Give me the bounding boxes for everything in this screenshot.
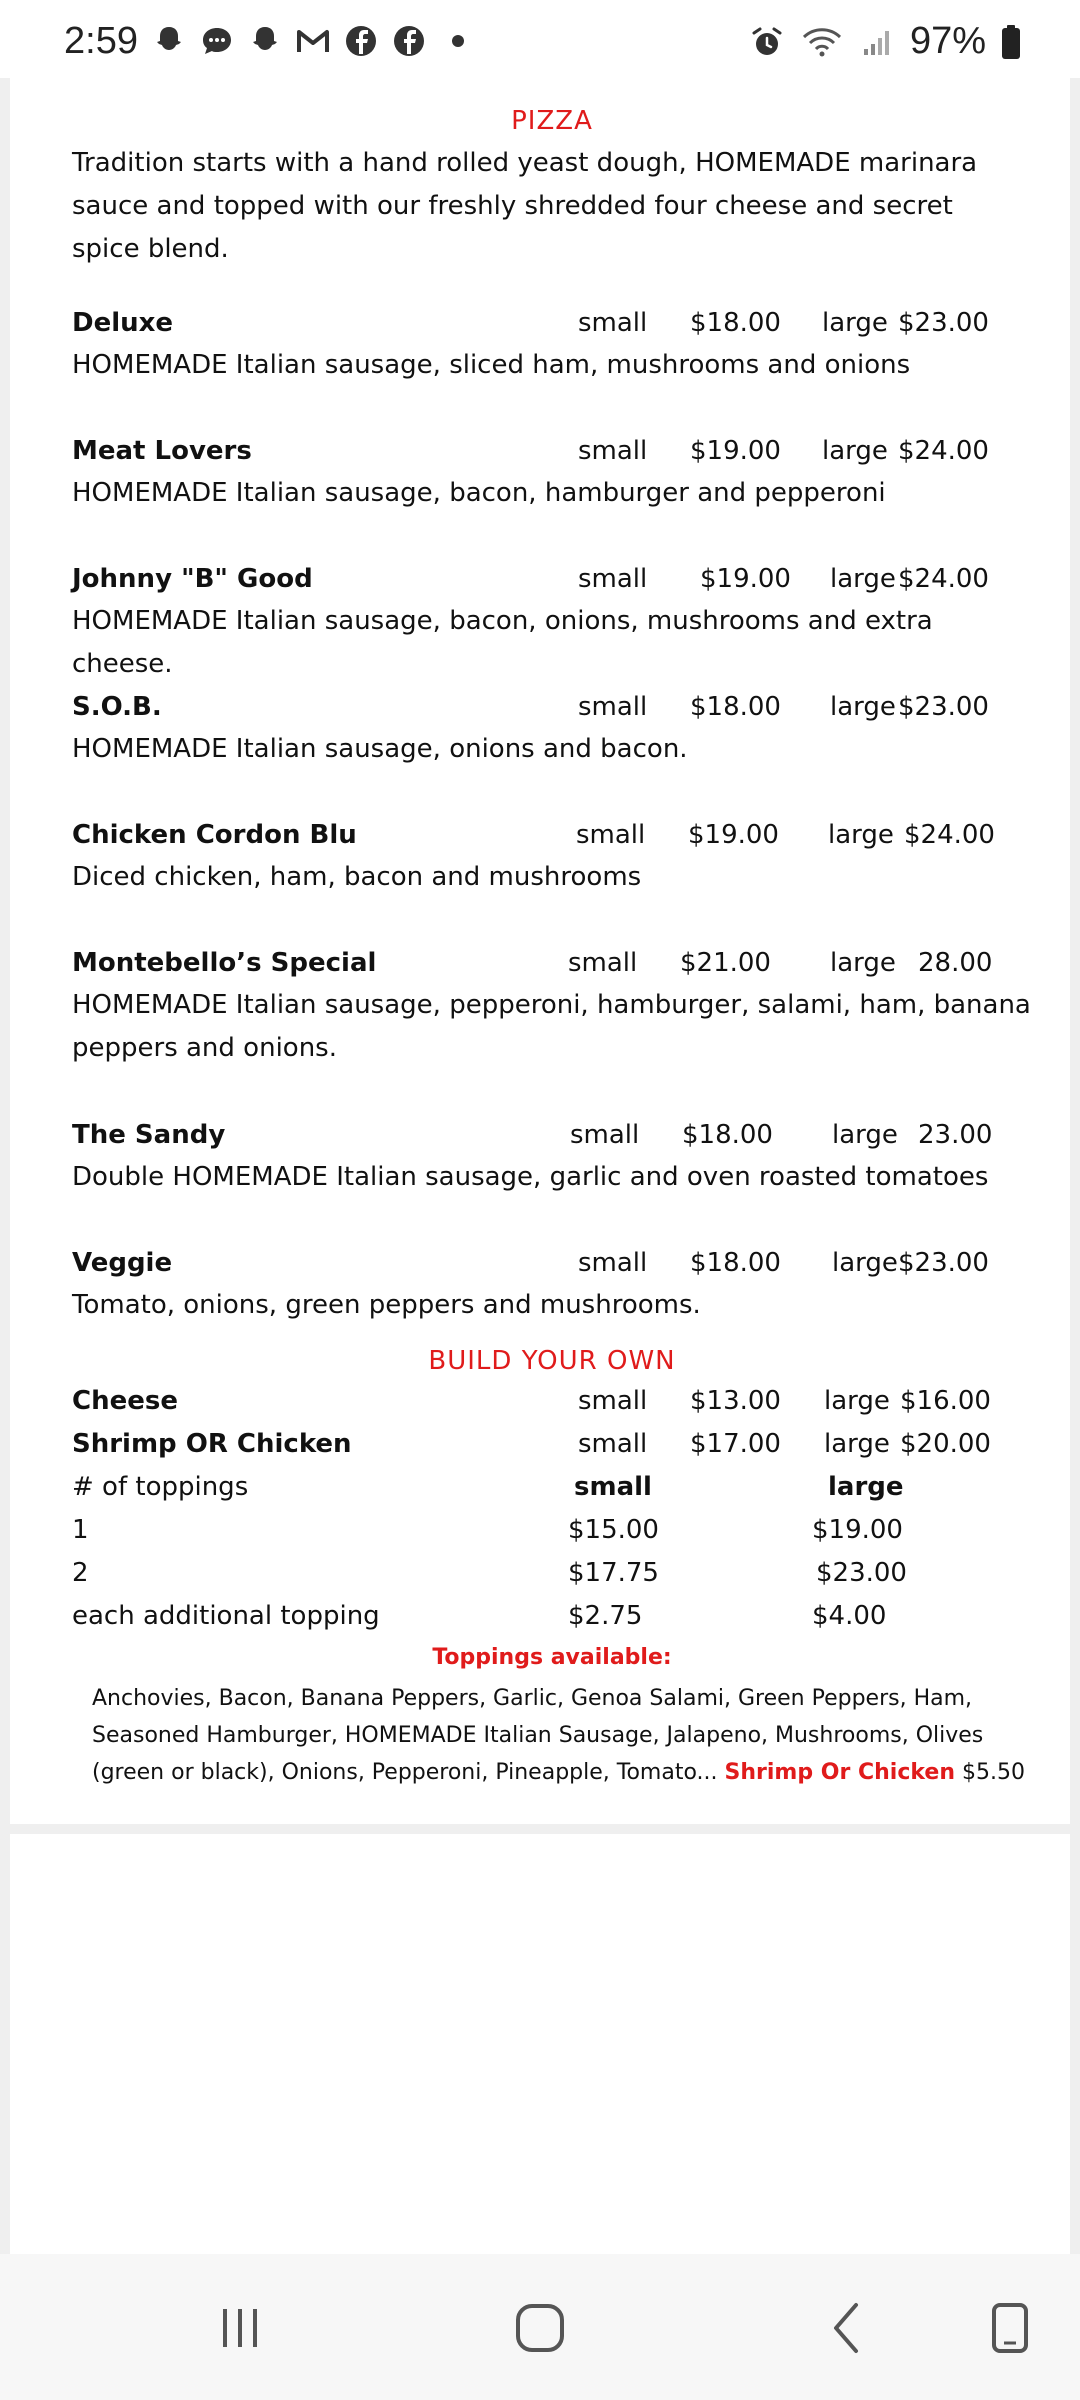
- pizza-small-label: small: [578, 692, 648, 722]
- byo-large-price: $20.00: [900, 1429, 991, 1459]
- status-time: 2:59: [64, 20, 138, 62]
- pizza-item-header: [72, 308, 1032, 348]
- messages-icon: [198, 22, 236, 60]
- pizza-item-header: [72, 1120, 1032, 1160]
- toppings-list-text: Anchovies, Bacon, Banana Peppers, Garlic, Genoa Salami, Green Peppers, Ham, Seasoned Hamburger, HOMEMADE Italian Sausage, Jalapeno, Mushrooms, Olives (green or black), Onions, Pepperoni, Pineapple, Tomato...: [92, 1686, 984, 1785]
- alarm-icon: [748, 23, 786, 61]
- pizza-small-label: small: [578, 564, 648, 594]
- pizza-large-label: large: [822, 436, 888, 466]
- pizza-item-header: [72, 820, 1032, 860]
- build-your-own-title: BUILD YOUR OWN: [428, 1346, 676, 1376]
- pizza-small-price: $19.00: [688, 820, 779, 850]
- notification-icons: [150, 22, 464, 60]
- pizza-large-label: large: [832, 1120, 898, 1150]
- byo-item-name: Cheese: [72, 1386, 178, 1416]
- pizza-small-price: $18.00: [690, 692, 781, 722]
- byo-item: [72, 1386, 1032, 1426]
- toppings-row-small: $2.75: [568, 1601, 643, 1631]
- pizza-item-description: HOMEMADE Italian sausage, bacon, onions, mushrooms and extra cheese.: [72, 606, 933, 679]
- pizza-item-name: The Sandy: [72, 1120, 226, 1150]
- signal-icon: [858, 23, 896, 61]
- pizza-intro: Tradition starts with a hand rolled yeast dough, HOMEMADE marinara sauce and topped with our freshly shredded four cheese and secret spice blend.: [72, 148, 978, 264]
- battery-percent: 97%: [909, 20, 986, 62]
- back-icon[interactable]: [816, 2298, 876, 2358]
- pizza-large-label: large: [822, 308, 888, 338]
- system-navigation-bar: [0, 2254, 1080, 2400]
- pizza-title: PIZZA: [511, 106, 593, 136]
- pizza-small-label: small: [576, 820, 646, 850]
- toppings-row: [72, 1558, 1032, 1598]
- home-icon[interactable]: [510, 2298, 570, 2358]
- pizza-item-header: [72, 692, 1032, 732]
- pizza-large-label: large: [830, 948, 896, 978]
- pizza-large-price: $23.00: [898, 692, 989, 722]
- toppings-row-large: $23.00: [816, 1558, 907, 1588]
- pizza-small-label: small: [570, 1120, 640, 1150]
- pizza-small-price: $18.00: [682, 1120, 773, 1150]
- pizza-small-price: $21.00: [680, 948, 771, 978]
- byo-large-label: large: [824, 1386, 890, 1416]
- pizza-small-price: $18.00: [690, 1248, 781, 1278]
- pizza-item-name: Montebello’s Special: [72, 948, 377, 978]
- toppings-row: [72, 1515, 1032, 1555]
- pizza-large-price: $23.00: [898, 308, 989, 338]
- pizza-small-label: small: [578, 308, 648, 338]
- byo-item: [72, 1429, 1032, 1469]
- byo-large-price: $16.00: [900, 1386, 991, 1416]
- pizza-item-description: HOMEMADE Italian sausage, onions and bacon.: [72, 734, 688, 764]
- toppings-row-label: each additional topping: [72, 1601, 380, 1631]
- shrimp-chicken-topping-label: Shrimp Or Chicken: [724, 1760, 955, 1785]
- pizza-small-label: small: [578, 436, 648, 466]
- pizza-small-price: $19.00: [690, 436, 781, 466]
- byo-item-name: Shrimp OR Chicken: [72, 1429, 352, 1459]
- byo-large-label: large: [824, 1429, 890, 1459]
- pizza-item-header: [72, 564, 1032, 604]
- pizza-large-price: $24.00: [898, 436, 989, 466]
- facebook-icon: [390, 22, 428, 60]
- screenshot-icon[interactable]: [980, 2298, 1040, 2358]
- pizza-item-name: Deluxe: [72, 308, 174, 338]
- shrimp-chicken-topping-price: $5.50: [961, 1760, 1025, 1785]
- wifi-icon: [800, 23, 844, 61]
- recent-apps-icon[interactable]: [210, 2298, 270, 2358]
- pizza-large-price: 23.00: [918, 1120, 993, 1150]
- pizza-large-price: 28.00: [918, 948, 993, 978]
- pizza-item-description: Tomato, onions, green peppers and mushrooms.: [72, 1290, 701, 1320]
- pizza-large-label: large: [828, 820, 894, 850]
- pizza-small-label: small: [578, 1248, 648, 1278]
- snapchat-icon: [246, 22, 284, 60]
- pizza-large-price: $23.00: [898, 1248, 989, 1278]
- toppings-table-header: [72, 1472, 1032, 1512]
- toppings-count-header: # of toppings: [72, 1472, 249, 1502]
- status-bar: [0, 0, 1080, 78]
- pizza-item-description: HOMEMADE Italian sausage, bacon, hamburger and pepperoni: [72, 478, 886, 508]
- toppings-row-small: $17.75: [568, 1558, 659, 1588]
- toppings-row-large: $19.00: [812, 1515, 903, 1545]
- byo-small-label: small: [578, 1386, 648, 1416]
- pizza-item-header: [72, 1248, 1032, 1288]
- pizza-small-label: small: [568, 948, 638, 978]
- document-page[interactable]: [10, 78, 1070, 1824]
- pizza-item-header: [72, 948, 1032, 988]
- byo-small-label: small: [578, 1429, 648, 1459]
- toppings-row-label: 2: [72, 1558, 89, 1588]
- pizza-item-name: Johnny "B" Good: [72, 564, 313, 594]
- byo-small-price: $13.00: [690, 1386, 781, 1416]
- gmail-icon: [294, 22, 332, 60]
- system-status-icons: [748, 20, 1022, 63]
- toppings-row-label: 1: [72, 1515, 89, 1545]
- toppings-row: [72, 1601, 1032, 1641]
- facebook-icon: [342, 22, 380, 60]
- pizza-large-label: large: [830, 692, 896, 722]
- pizza-item-description: Diced chicken, ham, bacon and mushrooms: [72, 862, 642, 892]
- toppings-row-large: $4.00: [812, 1601, 887, 1631]
- pizza-item-name: Meat Lovers: [72, 436, 252, 466]
- snapchat-icon: [150, 22, 188, 60]
- pizza-item-description: HOMEMADE Italian sausage, sliced ham, mushrooms and onions: [72, 350, 911, 380]
- pizza-item-name: S.O.B.: [72, 692, 162, 722]
- pizza-item-header: [72, 436, 1032, 476]
- pizza-large-price: $24.00: [904, 820, 995, 850]
- pizza-item-name: Veggie: [72, 1248, 173, 1278]
- battery-icon: [1000, 23, 1022, 61]
- pizza-item-description: Double HOMEMADE Italian sausage, garlic and oven roasted tomatoes: [72, 1162, 989, 1192]
- pizza-small-price: $19.00: [700, 564, 791, 594]
- toppings-large-header: large: [828, 1472, 904, 1502]
- toppings-available-title: Toppings available:: [432, 1645, 672, 1670]
- byo-small-price: $17.00: [690, 1429, 781, 1459]
- pizza-large-label: large: [832, 1248, 898, 1278]
- toppings-list: [92, 1680, 1042, 1791]
- pizza-large-price: $24.00: [898, 564, 989, 594]
- pizza-large-label: large: [830, 564, 896, 594]
- pizza-small-price: $18.00: [690, 308, 781, 338]
- document-page-next[interactable]: [10, 1834, 1070, 2254]
- pizza-item-name: Chicken Cordon Blu: [72, 820, 357, 850]
- toppings-small-header: small: [574, 1472, 652, 1502]
- pizza-item-description: HOMEMADE Italian sausage, pepperoni, hamburger, salami, ham, banana peppers and onions.: [72, 990, 1031, 1063]
- more-notifications-dot-icon: [452, 35, 464, 47]
- toppings-row-small: $15.00: [568, 1515, 659, 1545]
